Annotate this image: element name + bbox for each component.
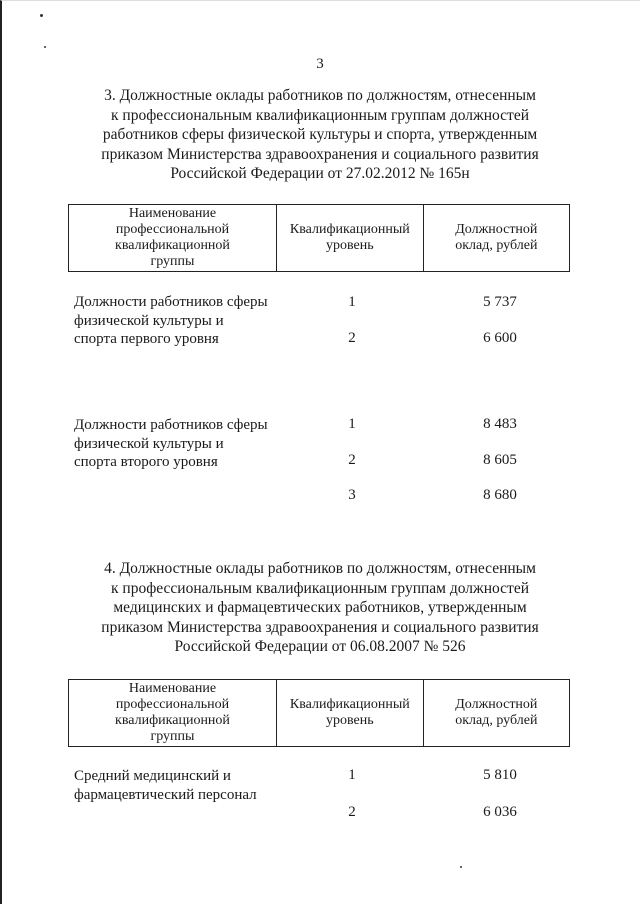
level-value: 1 xyxy=(348,294,356,310)
salary-value: 5 810 xyxy=(483,767,517,783)
section-title-line: 4. Должностные оклады работников по должностям, отнесенным xyxy=(104,560,536,577)
section-4-title xyxy=(60,559,580,657)
level-value: 3 xyxy=(348,487,356,503)
header-salary: Должностной оклад, рублей xyxy=(423,205,569,272)
salary-value: 6 036 xyxy=(483,804,517,820)
section-title-line: 3. Должностные оклады работников по должностям, отнесенным xyxy=(104,87,536,104)
page-number: 3 xyxy=(316,56,324,72)
salary-value: 8 605 xyxy=(483,452,517,468)
salary-value: 8 680 xyxy=(483,487,517,503)
section-title-line: приказом Министерства здравоохранения и социального развития xyxy=(101,618,539,636)
level-value: 2 xyxy=(348,452,356,468)
header-level: Квалификационный уровень xyxy=(276,680,423,747)
section-title-line: приказом Министерства здравоохранения и социального развития xyxy=(101,145,539,163)
section-title-line: работников сферы физической культуры и спорта, утвержденным xyxy=(102,126,538,143)
section-title-line: Российской Федерации от 27.02.2012 № 165н xyxy=(170,165,470,182)
salary-value: 8 483 xyxy=(483,416,517,432)
scan-speck xyxy=(44,46,46,48)
section-3-table-header xyxy=(68,204,570,272)
group-name: Должности работников сферы физической культуры и спорта первого уровня xyxy=(74,294,268,347)
section-title-line: к профессиональным квалификационным группам должностей xyxy=(111,106,529,124)
header-group-name: Наименование профессиональной квалификационной группы xyxy=(69,680,277,747)
salary-value: 5 737 xyxy=(483,294,517,310)
section-title-line: к профессиональным квалификационным группам должностей xyxy=(111,579,529,597)
section-4-table-header xyxy=(68,679,570,747)
scan-speck xyxy=(40,14,43,17)
level-value: 1 xyxy=(348,416,356,432)
section-title-line: медицинских и фармацевтических работников, утвержденным xyxy=(113,599,527,616)
level-value: 2 xyxy=(348,804,356,820)
scan-speck xyxy=(460,866,462,868)
level-value: 1 xyxy=(348,767,356,783)
header-salary: Должностной оклад, рублей xyxy=(423,680,569,747)
group-name: Средний медицинский и фармацевтический персонал xyxy=(74,768,257,803)
salary-value: 6 600 xyxy=(483,330,517,346)
group-name: Должности работников сферы физической культуры и спорта второго уровня xyxy=(74,417,268,470)
header-group-name: Наименование профессиональной квалификационной группы xyxy=(69,205,277,272)
section-3-title xyxy=(60,86,580,184)
header-level: Квалификационный уровень xyxy=(276,205,423,272)
section-title-line: Российской Федерации от 06.08.2007 № 526 xyxy=(174,638,466,655)
level-value: 2 xyxy=(348,330,356,346)
